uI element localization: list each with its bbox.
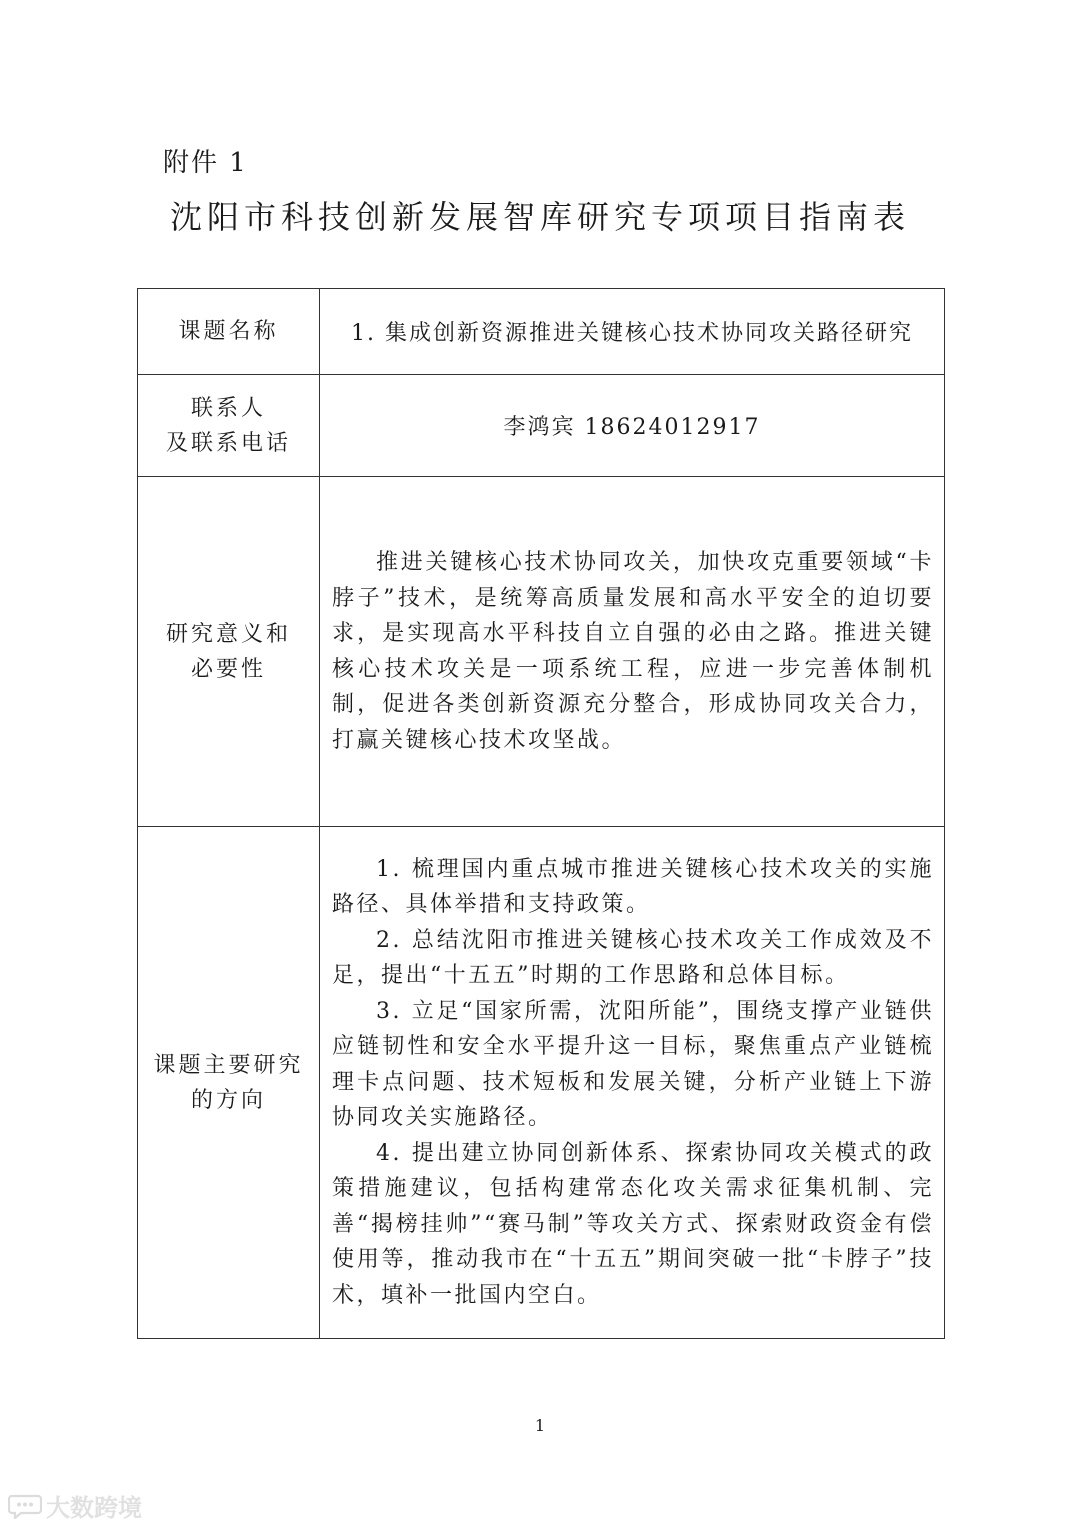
label-line: 研究意义和 xyxy=(165,621,291,647)
table-row xyxy=(138,827,945,1339)
topic-name: 1. 集成创新资源推进关键核心技术协同攻关路径研究 xyxy=(351,321,913,346)
label-cell-directions xyxy=(138,827,320,1339)
document-title: 沈阳市科技创新发展智库研究专项项目指南表 xyxy=(169,198,910,236)
significance-text xyxy=(320,545,944,758)
table-row xyxy=(138,289,945,375)
value-cell-significance xyxy=(320,477,945,827)
watermark-text: 大数跨境 xyxy=(46,1494,142,1522)
paragraph: 3. 立足“国家所需，沈阳所能”，围绕支撑产业链供应链韧性和安全水平提升这一目标，聚焦重点产业链梳理卡点问题、技术短板和发展关键，分析产业链上下游协同攻关实施路径。 xyxy=(332,998,934,1131)
value-cell-directions xyxy=(320,827,945,1339)
guide-table xyxy=(137,288,945,1339)
label-cell-topic xyxy=(138,289,320,375)
directions-text xyxy=(320,852,944,1314)
label-line: 联系人 xyxy=(190,395,266,421)
label-line: 必要性 xyxy=(190,656,266,682)
label-line: 及联系电话 xyxy=(165,430,291,456)
watermark xyxy=(8,1488,142,1523)
label-cell-contact xyxy=(138,375,320,477)
paragraph: 2. 总结沈阳市推进关键核心技术攻关工作成效及不足，提出“十五五”时期的工作思路和总体目标。 xyxy=(332,927,934,989)
label-line: 课题名称 xyxy=(178,319,279,344)
paragraph: 1. 梳理国内重点城市推进关键核心技术攻关的实施路径、具体举措和支持政策。 xyxy=(332,856,934,918)
table-row xyxy=(138,477,945,827)
value-cell-contact xyxy=(320,375,945,477)
paragraph: 推进关键核心技术协同攻关，加快攻克重要领域“卡脖子”技术，是统筹高质量发展和高水平安全的迫切要求，是实现高水平科技自立自强的必由之路。推进关键核心技术攻关是一项系统工程，应进一步完善体制机制，促进各类创新资源充分整合，形成协同攻关合力，打赢关键核心技术攻坚战。 xyxy=(332,550,934,753)
contact-info: 李鸿宾 18624012917 xyxy=(503,415,761,440)
label-line: 的方向 xyxy=(190,1087,266,1113)
label-cell-significance xyxy=(138,477,320,827)
value-cell-topic xyxy=(320,289,945,375)
chat-bubble-icon xyxy=(8,1493,42,1519)
paragraph: 4. 提出建立协同创新体系、探索协同攻关模式的政策措施建议，包括构建常态化攻关需求征集机制、完善“揭榜挂帅”“赛马制”等攻关方式、探索财政资金有偿使用等，推动我市在“十五五”期间突破一批“卡脖子”技术，填补一批国内空白。 xyxy=(332,1140,934,1308)
attachment-label: 附件 1 xyxy=(163,148,248,178)
table-row xyxy=(138,375,945,477)
page-number: 1 xyxy=(534,1416,546,1435)
label-line: 课题主要研究 xyxy=(153,1052,304,1078)
